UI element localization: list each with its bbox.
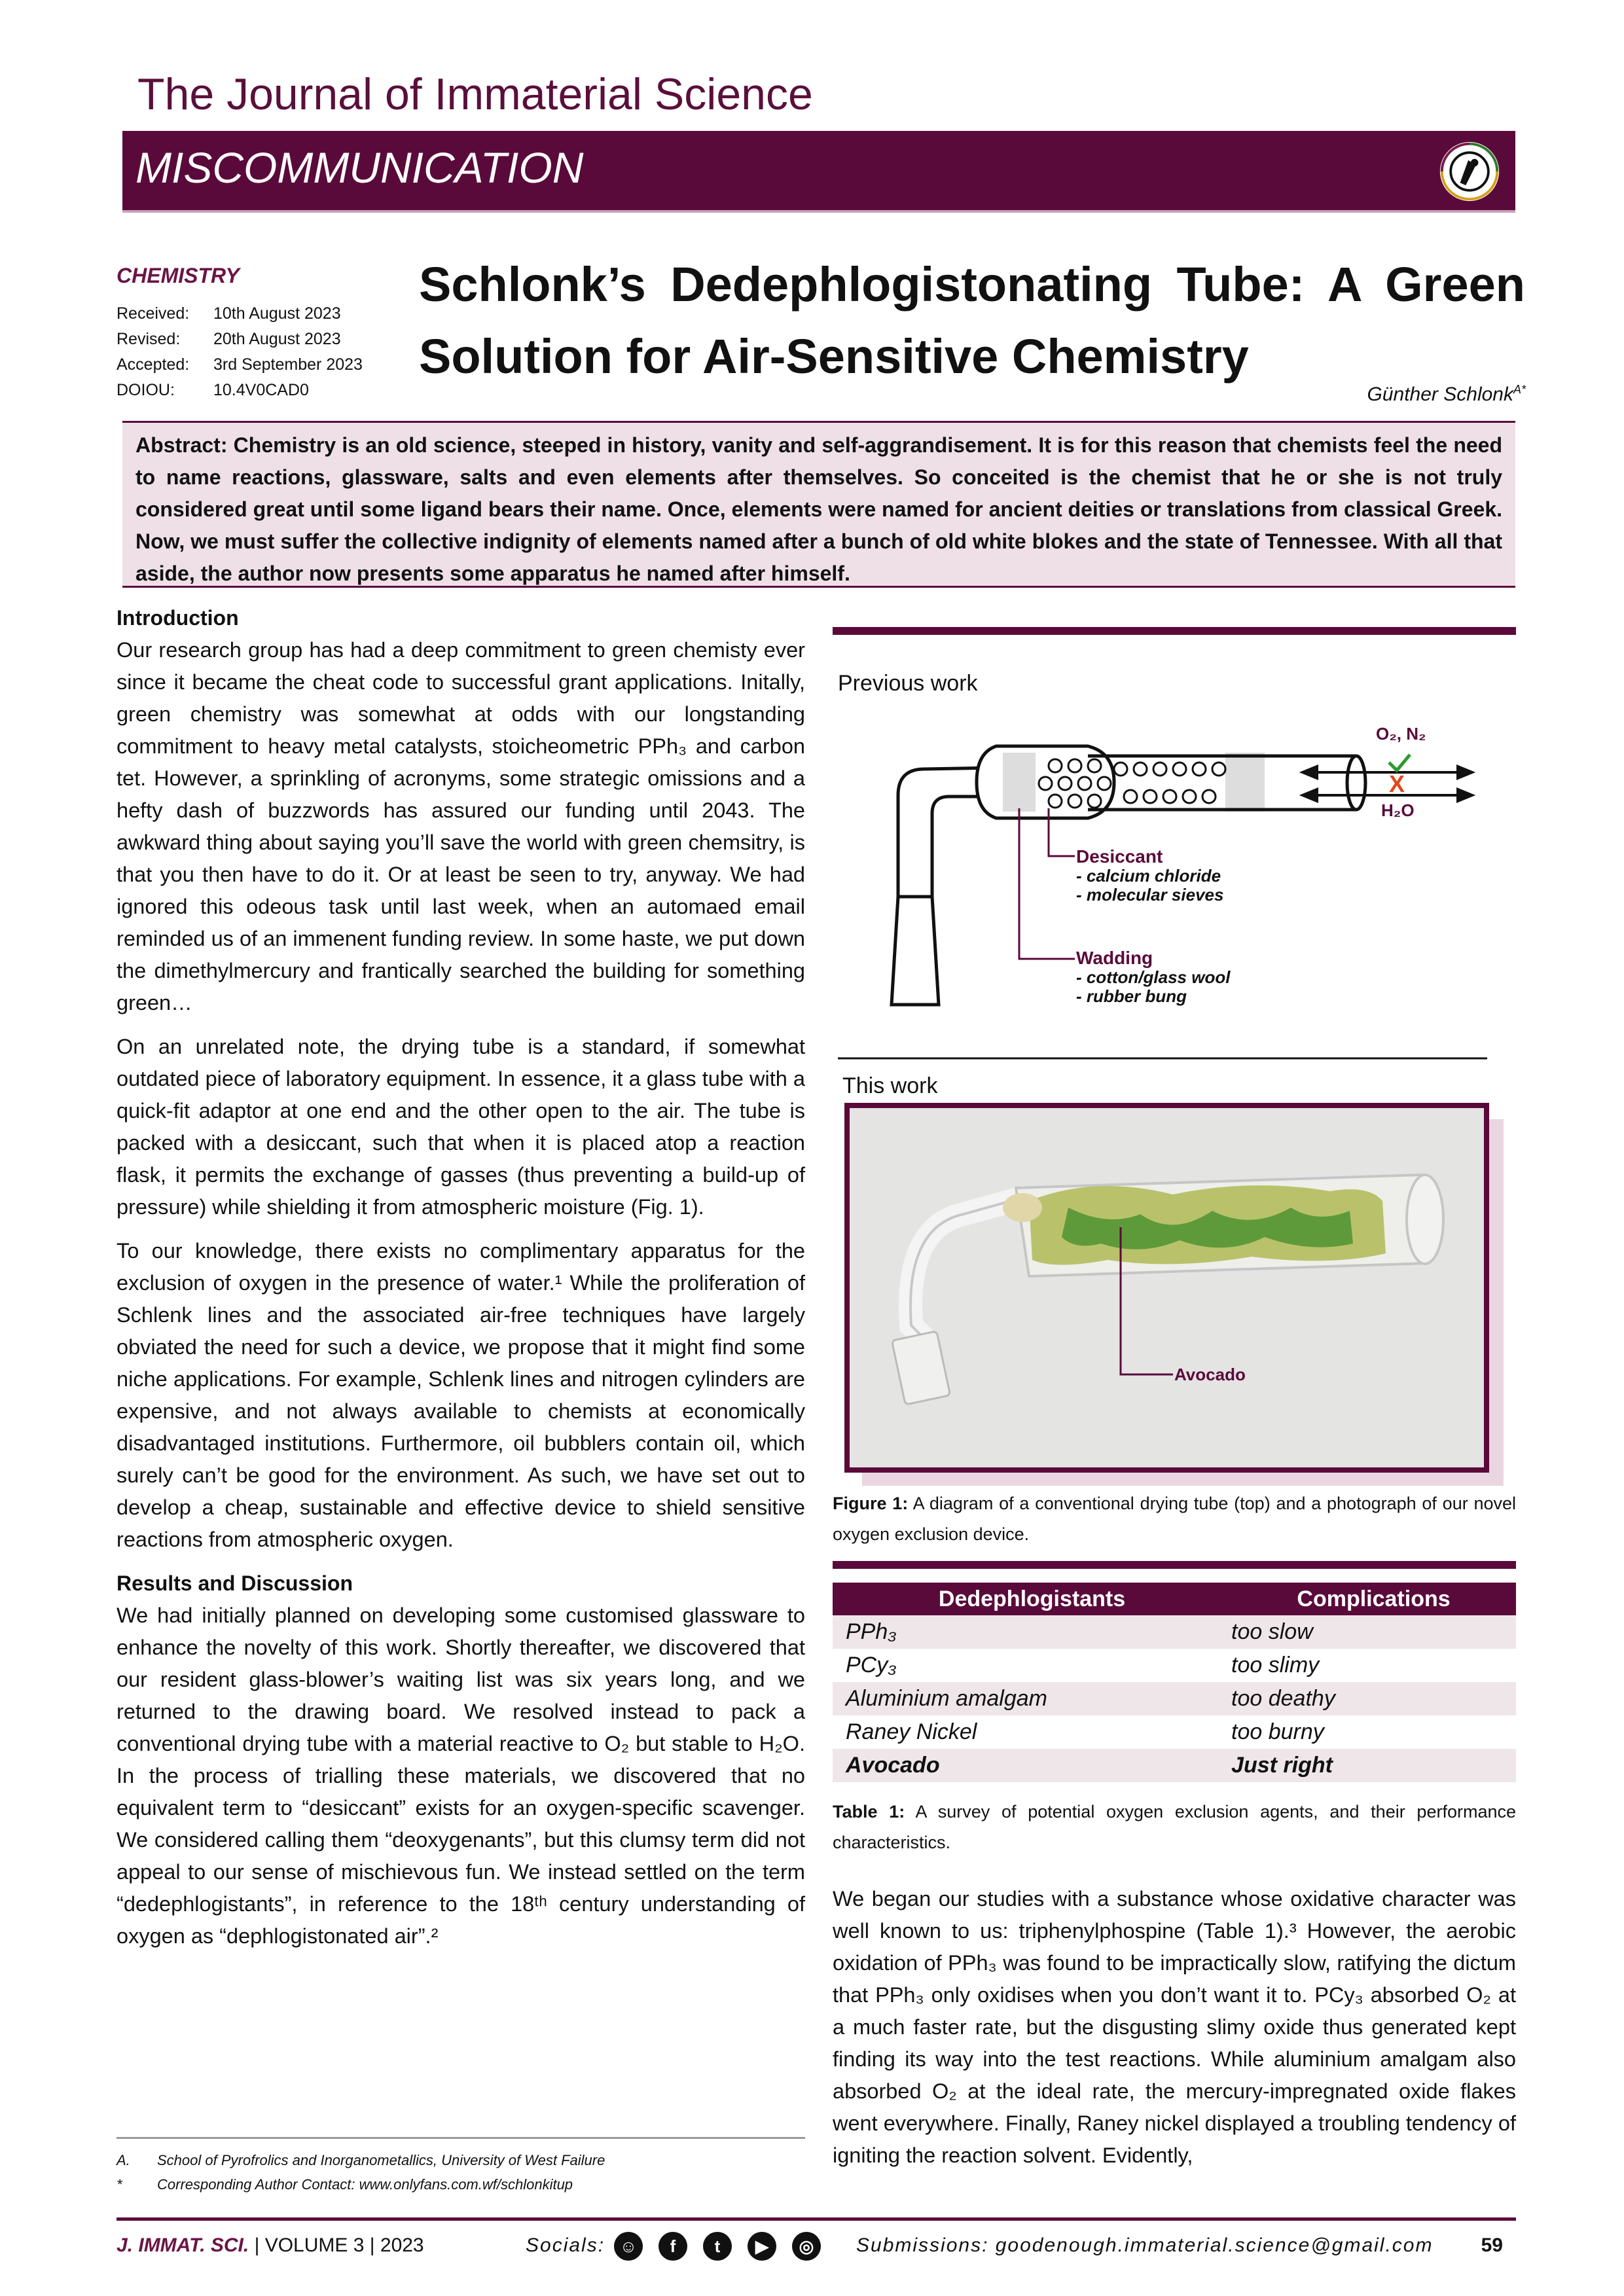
author-name: Günther Schlonk: [1367, 384, 1513, 405]
figure-caption-label: Figure 1:: [833, 1494, 909, 1513]
intro-paragraph-1: Our research group has had a deep commitment to green chemisty ever since it became the cheat code to successful grant applications. Initally, green chemistry was somewhat at odds with our longstanding commitment to heavy metal catalysts, stoicheometric PPh₃ and carbon tet. However, a sprinkling of acronyms, some strategic omissions and a hefty dash of buzzwords has assured our funding until 2043. The awkward thing about saying you’ll save the world with green chemsitry, is that you then have to do it. Or at least be seen to try, anyway. We had ignored this odeous task until last week, when an automaed email reminded us of an immenent funding review. In some haste, we put down the dimethylmercury and frantically searched the building for something green…: [117, 638, 805, 1014]
title-line-2: Solution for Air-Sensitive Chemistry: [419, 329, 1249, 384]
photo: [850, 1108, 1484, 1467]
article-title: [419, 249, 1525, 393]
intro-heading: Introduction: [117, 606, 239, 630]
table-row: [833, 1615, 1516, 1649]
wadding-item-1: - cotton/glass wool: [1076, 967, 1231, 987]
check-icon: [1389, 755, 1410, 770]
affiliation: School of Pyrofrolics and Inorganometallics, University of West Failure: [157, 2152, 605, 2168]
previous-work-label: Previous work: [838, 671, 978, 696]
table-cell: Avocado: [833, 1749, 1231, 1782]
received-label: Received:: [117, 304, 190, 323]
footnote-key: A.: [117, 2152, 130, 2168]
table-cell: Aluminium amalgam: [833, 1682, 1231, 1715]
author: [1367, 383, 1526, 406]
figure-caption-text: A diagram of a conventional drying tube (top) and a photograph of our novel oxygen exclusion device.: [833, 1494, 1517, 1544]
table-header: Complications: [1231, 1583, 1516, 1615]
table-row: [833, 1682, 1516, 1715]
footer-rule: [117, 2217, 1516, 2221]
banner: [122, 131, 1515, 213]
footnote-rule: [117, 2137, 805, 2139]
table-cell: Raney Nickel: [846, 1719, 977, 1744]
table-cell: too deathy: [1231, 1682, 1516, 1715]
article-dates: [117, 301, 363, 403]
gas-out-label: H₂O: [1381, 800, 1415, 820]
author-marks: A*: [1513, 383, 1526, 396]
table-top-rule: [833, 1561, 1516, 1569]
desiccant-item-2: - molecular sieves: [1076, 885, 1224, 905]
twitter-icon[interactable]: t: [703, 2232, 732, 2261]
title-line-1: Schlonk’s Dedephlogistonating Tube: A Green: [419, 257, 1525, 312]
footer-submissions[interactable]: Submissions: goodenough.immaterial.science@gmail.com: [856, 2234, 1434, 2256]
accepted-date: 3rd September 2023: [213, 355, 363, 374]
left-column: [117, 602, 805, 1964]
section-label: CHEMISTRY: [117, 264, 240, 287]
journal-title: The Journal of Immaterial Science: [137, 69, 813, 119]
table-header-row: [833, 1583, 1516, 1615]
abstract: Abstract: Chemistry is an old science, steeped in history, vanity and self-aggrandisement. It is for this reason that chemists feel the need to name reactions, glassware, salts and even elements after themselves. So conceited is the chemist that he or she is not truly considered great until some ligand bears their name. Once, elements were named for ancient deities or translations from classical Greek. Now, we must suffer the collective indignity of elements named after a bunch of old white blokes and the state of Tennessee. With all that aside, the author now presents some apparatus he named after himself.: [122, 421, 1515, 588]
dedephlogistants-table: [833, 1583, 1516, 1782]
received-date: 10th August 2023: [213, 304, 341, 323]
figure-caption: [833, 1488, 1516, 1550]
footer: [117, 2232, 1516, 2265]
table-row: [833, 1749, 1516, 1782]
footnote-key: *: [117, 2176, 122, 2193]
doiou-label: DOIOU:: [117, 381, 175, 399]
results-heading: Results and Discussion: [117, 1571, 353, 1595]
doiou-value: 10.4V0CAD0: [213, 381, 309, 399]
corresponding-author: Corresponding Author Contact: www.onlyfans.com.wf/schlonkitup: [157, 2176, 573, 2193]
table-row: [833, 1649, 1516, 1682]
wadding-item-2: - rubber bung: [1076, 986, 1187, 1006]
table-row: [833, 1715, 1516, 1749]
this-work-label: This work: [842, 1073, 938, 1098]
desiccant-label: Desiccant: [1076, 846, 1163, 867]
instagram-icon[interactable]: ◎: [792, 2232, 821, 2261]
avocado-label: Avocado: [1174, 1365, 1246, 1384]
table-cell: too burny: [1231, 1719, 1324, 1744]
social-icons: [614, 2232, 821, 2261]
table-header: Dedephlogistants: [833, 1583, 1231, 1615]
reddit-icon[interactable]: ☺: [614, 2232, 643, 2261]
gas-in-label: O₂, N₂: [1376, 724, 1426, 744]
table-cell: too slow: [1231, 1615, 1516, 1649]
revised-label: Revised:: [117, 330, 181, 348]
journal-logo-icon: [1438, 140, 1501, 203]
footer-volume: | VOLUME 3 | 2023: [254, 2234, 424, 2256]
banner-text: MISCOMMUNICATION: [135, 143, 584, 192]
footer-socials-label: Socials:: [526, 2234, 605, 2256]
revised-date: 20th August 2023: [213, 330, 341, 348]
cross-icon: X: [1389, 770, 1405, 797]
desiccant-item-1: - calcium chloride: [1076, 866, 1221, 886]
footer-journal-abbr: J. IMMAT. SCI.: [117, 2234, 249, 2256]
table-cell: Just right: [1231, 1749, 1516, 1782]
footnotes: [117, 2148, 805, 2197]
table-cell: too slimy: [1231, 1653, 1320, 1677]
wadding-callout-line: [1019, 808, 1075, 959]
table-cell: PCy₃: [846, 1653, 897, 1677]
accepted-label: Accepted:: [117, 355, 190, 374]
facebook-icon[interactable]: f: [659, 2232, 687, 2261]
figure-top-rule: [833, 627, 1516, 635]
table-caption: [833, 1797, 1516, 1858]
results-paragraph-1: We had initially planned on developing some customised glassware to enhance the novelty of this work. Shortly thereafter, we discovered that our resident glass-blower’s waiting list was six years long, and we returned to the drawing board. We resolved instead to pack a conventional drying tube with a material reactive to O₂ but stable to H₂O. In the process of trialling these materials, we discovered that no equivalent term to “desiccant” exists for an oxygen-specific scavenger. We considered calling them “deoxygenants”, but this clumsy term did not appeal to our sense of mischievous fun. We instead settled on the term “dedephlogistants”, in reference to the 18ᵗʰ century understanding of oxygen as “dephlogistonated air”.²: [117, 1604, 805, 1948]
results-paragraph-2: We began our studies with a substance whose oxidative character was well known to us: triphenylphospine (Table 1).³ However, the aerobic oxidation of PPh₃ was found to be impractically slow, ratifying the dictum that PPh₃ only oxidises when you don’t want it to. PCy₃ absorbed O₂ at a much faster rate, but the disgusting slimy oxide thus generated kept finding its way into the test reactions. While aluminium amalgam also absorbed O₂ at the ideal rate, the mercury-impregnated oxide flakes went everywhere. Finally, Raney nickel displayed a troubling tendency of igniting the reaction solvent. Evidently,: [833, 1887, 1516, 2167]
intro-paragraph-3: To our knowledge, there exists no complimentary apparatus for the exclusion of oxygen in the presence of water.¹ While the proliferation of Schlenk lines and the associated air-free techniques have largely obviated the need for such a device, we propose that it might find some niche applications. For example, Schlenk lines and nitrogen cylinders are expensive, and not always available to chemists at economically disadvantaged institutions. Furthermore, oil bubblers contain oil, which surely can’t be good for the environment. As such, we have set out to develop a cheap, sustainable and effective device to shield sensitive reactions from atmospheric oxygen.: [117, 1239, 805, 1551]
figure-1: [833, 638, 1516, 1502]
page-number: 59: [1481, 2234, 1503, 2256]
right-column-text: [833, 1883, 1516, 2183]
table-caption-text: A survey of potential oxygen exclusion agents, and their performance characteristics.: [833, 1802, 1516, 1852]
intro-paragraph-2: On an unrelated note, the drying tube is a standard, if somewhat outdated piece of laboratory equipment. In essence, it a glass tube with a quick-fit adaptor at one end and the other open to the air. The tube is packed with a desiccant, such that when it is placed atop a reaction flask, it permits the exchange of gasses (thus preventing a build-up of pressure) while shielding it from atmospheric moisture (Fig. 1).: [117, 1035, 805, 1219]
wadding-label: Wadding: [1076, 948, 1153, 968]
gas-arrows: [1303, 766, 1472, 801]
table-caption-label: Table 1:: [833, 1802, 905, 1821]
table-cell: PPh₃: [833, 1615, 1231, 1649]
youtube-icon[interactable]: ▶: [748, 2232, 776, 2261]
footer-journal: [117, 2234, 424, 2257]
